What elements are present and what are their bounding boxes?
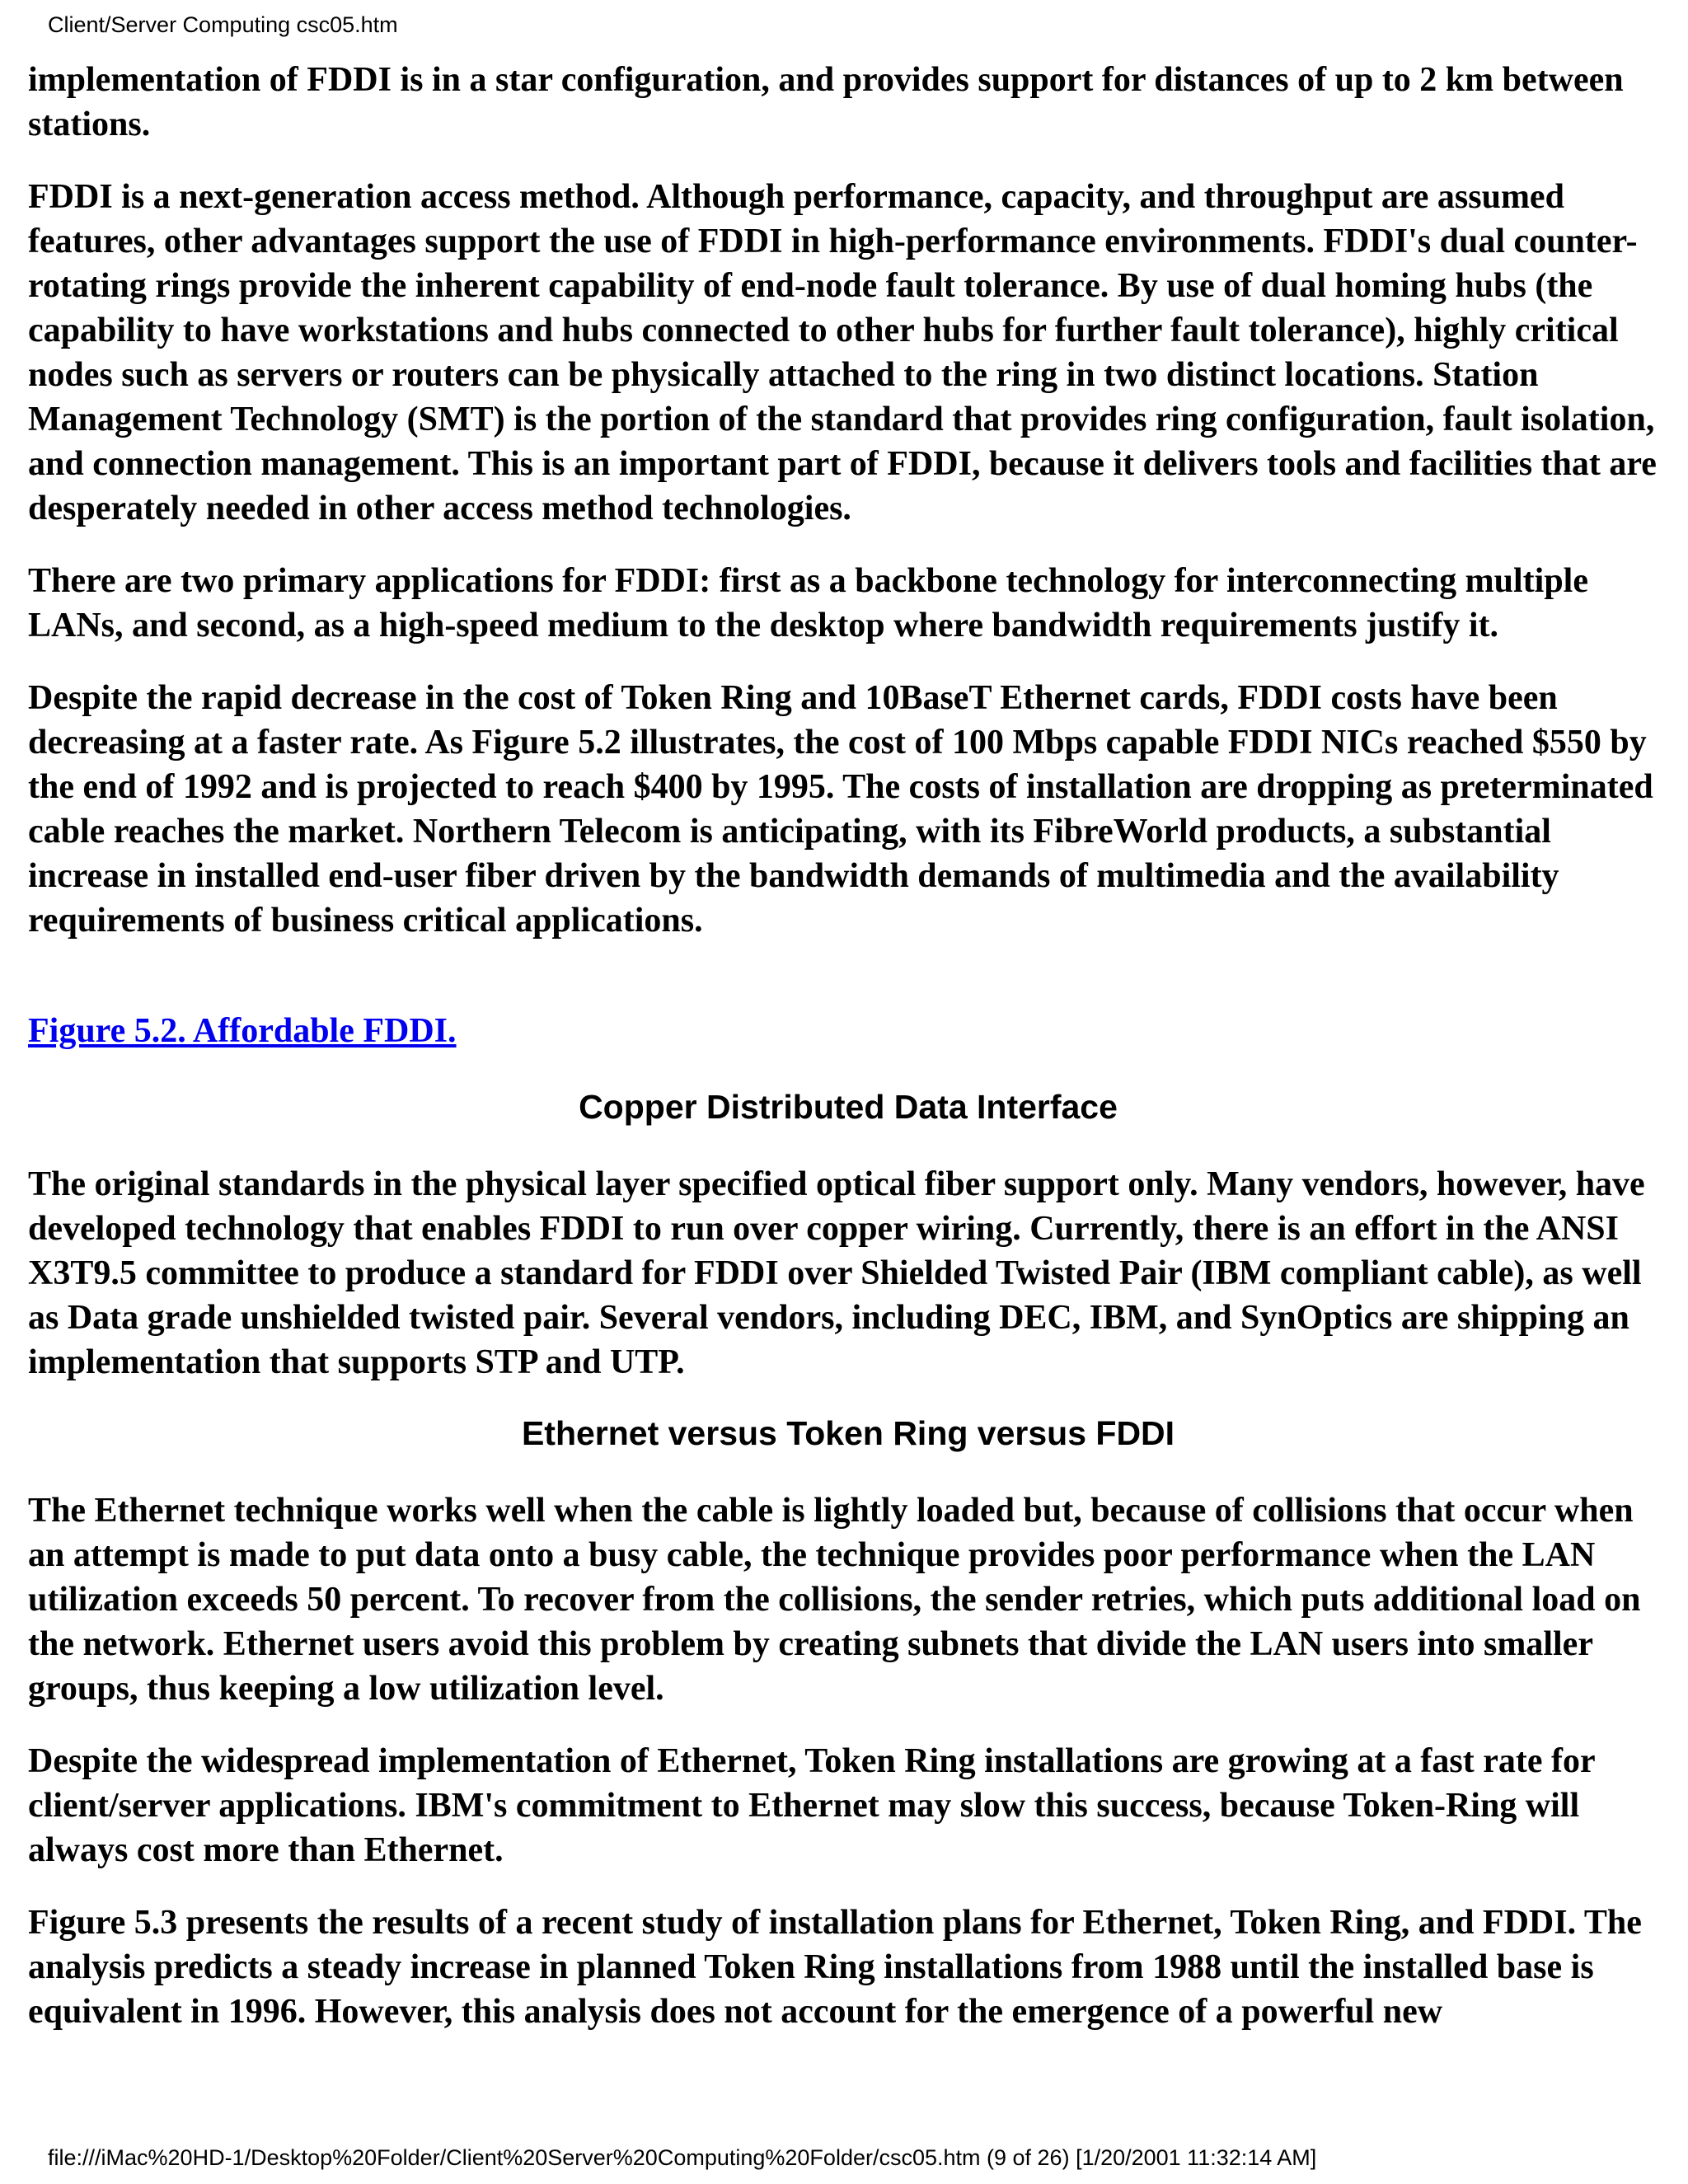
figure-5-2-link[interactable]: Figure 5.2. Affordable FDDI. — [28, 1012, 457, 1050]
paragraph-cddi: The original standards in the physical layer specified optical fiber support only. Many vendors, however, have developed technology that enables FDDI to run over copper wiring. Currently, there is an effort in the ANSI X3T9.5 committee to produce a standard for FDDI over Shielded Twisted Pair (IBM compliant cable), as well as Data grade unshielded twisted pair. Several vendors, including DEC, IBM, and SynOptics are shipping an implementation that supports STP and UTP. — [28, 1165, 1645, 1381]
paragraph-fddi-applications: There are two primary applications for FDDI: first as a backbone technology for interconnecting multiple LANs, and second, as a high-speed medium to the desktop where bandwidth requirements justify it. — [28, 562, 1588, 644]
paragraph-ethernet-technique: The Ethernet technique works well when the cable is lightly loaded but, because of collisions that occur when an attempt is made to put data onto a busy cable, the technique provides poor performance when the LAN utilization exceeds 50 percent. To recover from the collisions, the sender retries, which puts additional load on the network. Ethernet users avoid this problem by creating subnets that divide the LAN users into smaller groups, thus keeping a low utilization level. — [28, 1492, 1641, 1708]
paragraph-fddi-star: implementation of FDDI is in a star configuration, and provides support for distances of up to 2 km between stations. — [28, 61, 1624, 143]
print-header: Client/Server Computing csc05.htm — [48, 12, 398, 37]
heading-ethernet-vs-token-ring: Ethernet versus Token Ring versus FDDI — [521, 1414, 1175, 1452]
print-footer: file:///iMac%20HD-1/Desktop%20Folder/Client%20Server%20Computing%20Folder/csc05.htm (9 of 26) [1/20/2001 11:32:14 AM] — [48, 2145, 1317, 2170]
paragraph-fddi-next-gen: FDDI is a next-generation access method. Although performance, capacity, and throughput are assumed features, other advantages support the use of FDDI in high-performance environments. FDDI's dual counter-rotating rings provide the inherent capability of end-node fault tolerance. By use of dual homing hubs (the capability to have workstations and hubs connected to other hubs for further fault tolerance), highly critical nodes such as servers or routers can be physically attached to the ring in two distinct locations. Station Management Technology (SMT) is the portion of the standard that provides ring configuration, fault isolation, and connection management. This is an important part of FDDI, because it delivers tools and facilities that are desperately needed in other access method technologies. — [28, 178, 1657, 527]
paragraph-figure-5-3: Figure 5.3 presents the results of a recent study of installation plans for Ethernet, Token Ring, and FDDI. The analysis predicts a steady increase in planned Token Ring installations from 1988 until the installed base is equivalent in 1996. However, this analysis does not account for the emergence of a powerful new — [28, 1904, 1642, 2031]
paragraph-token-ring-growth: Despite the widespread implementation of Ethernet, Token Ring installations are growing at a fast rate for client/server applications. IBM's commitment to Ethernet may slow this success, because Token-Ring will always cost more than Ethernet. — [28, 1742, 1595, 1869]
heading-cddi: Copper Distributed Data Interface — [579, 1088, 1118, 1126]
paragraph-fddi-costs: Despite the rapid decrease in the cost of Token Ring and 10BaseT Ethernet cards, FDDI costs have been decreasing at a faster rate. As Figure 5.2 illustrates, the cost of 100 Mbps capable FDDI NICs reached $550 by the end of 1992 and is projected to reach $400 by 1995. The costs of installation are dropping as preterminated cable reaches the market. Northern Telecom is anticipating, with its FibreWorld products, a substantial increase in installed end-user fiber driven by the bandwidth demands of multimedia and the availability requirements of business critical applications. — [28, 679, 1653, 940]
page-content — [28, 58, 1668, 2062]
figure-link-container — [28, 1009, 1668, 1053]
